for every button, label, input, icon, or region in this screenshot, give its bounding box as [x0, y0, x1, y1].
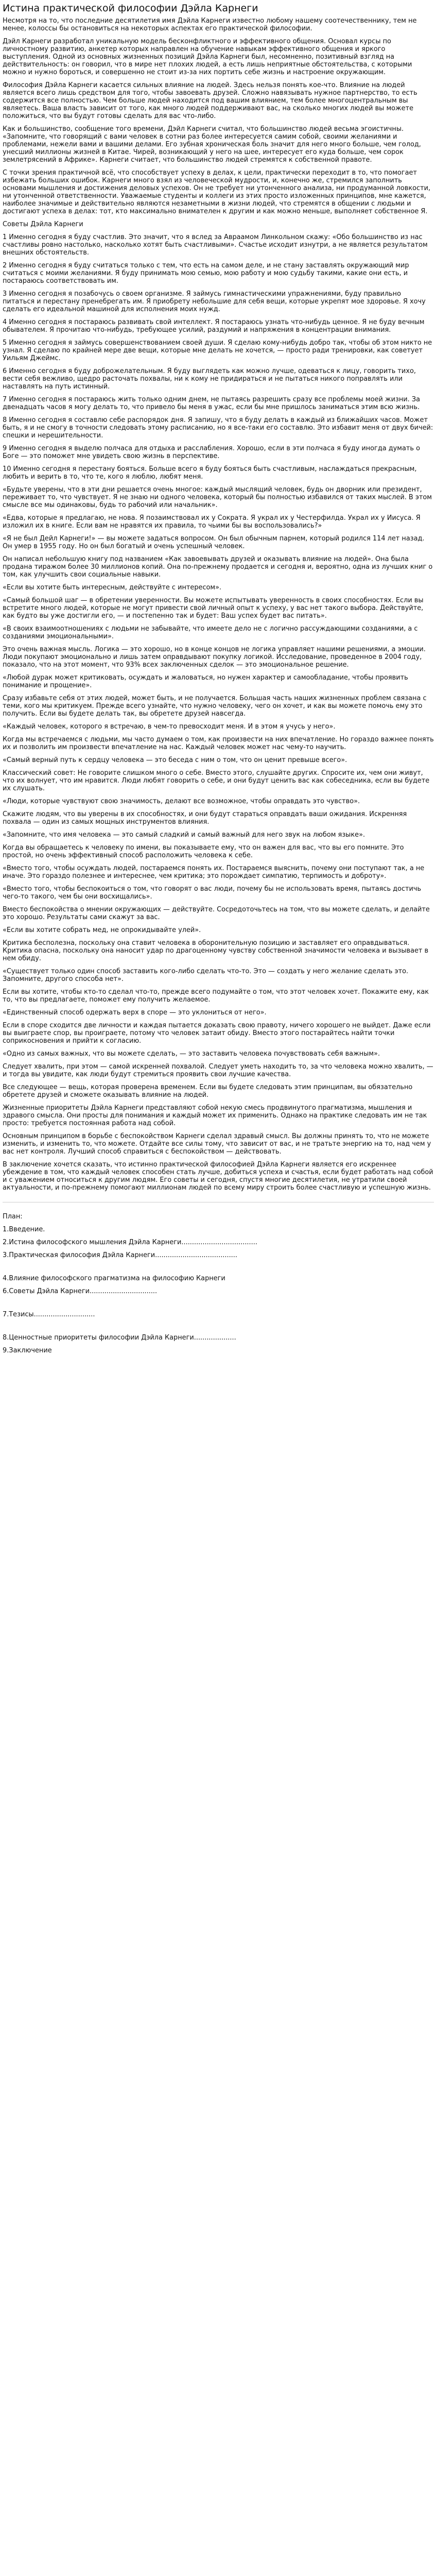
advice-paragraph: 1 Именно сегодня я буду счастлив. Это значит, что я вслед за Авраамом Линкольном скажу: «Обо большинство из нас счастливы ровно настолько, насколько хотят быть счастливыми». Счастье исходит изнутри, а не является результатом внешних обстоятельств. [3, 233, 428, 257]
conclusion-paragraph: В заключение хочется сказать, что истинно практической философией Дэйла Карнеги является его искреннее убеждение в том, что каждый человек способен стать лучше, добиться успеха и счастья, если будет работать над собой и с уважением относиться к другим людям. Его советы и сегодня, спустя многие десятилетия, не утратили своей актуальности, и по-прежнему помогают миллионам людей по всему миру строить более счастливую и успешную жизнь. [3, 1161, 433, 1192]
toc-list [3, 1226, 434, 1354]
advice-paragraph: «Будьте уверены, что в эти дни решается очень многое: каждый мыслящий человек, будь он дворник или президент, переживает то, что чувствует. Я не знаю ни одного человека, который бы полностью избавился от таких мыслей. В этом смысле все мы одинаковы, будь то рабочий или начальник». [3, 486, 432, 509]
advice-paragraph: 6 Именно сегодня я буду доброжелательным. Я буду выглядеть как можно лучше, одеваться к лицу, говорить тихо, вести себя вежливо, щедро расточать похвалы, ни к кому не придираться и не пытаться никого поправлять или наставлять на путь истинный. [3, 367, 416, 391]
conclusion-section [3, 1104, 434, 1192]
advice-section [3, 233, 434, 1099]
advice-paragraph: «Единственный способ одержать верх в споре — это уклониться от него». [3, 1009, 267, 1016]
advice-paragraph: «Запомните, что имя человека — это самый сладкий и самый важный для него звук на любом языке». [3, 831, 365, 839]
advice-paragraph: Вместо беспокойства о мнении окружающих — действуйте. Сосредоточьтесь на том, что вы можете сделать, и делайте это хорошо. Результаты сами скажут за вас. [3, 906, 430, 921]
advice-paragraph: «Если вы хотите собрать мед, не опрокидывайте улей». [3, 926, 201, 934]
advice-paragraph: «Одно из самых важных, что вы можете сделать, — это заставить человека почувствовать себя важным». [3, 1050, 380, 1058]
intro-paragraph: Как и большинство, сообщение того времени, Дэйл Карнеги считал, что большинство людей весьма эгоистичны. «Запомните, что говорящий с вами человек в сотни раз более интересуется самим собой, своими желаниями и проблемами, нежели вами и вашими делами. Его зубная хроническая боль значит для него много больше, чем голод, унесший миллионы жизней в Китае. Чирей, возникающий у него на шее, интересует его куда больше, чем сорок землетрясений в Африке». Карнеги считает, что большинство людей стремятся к собственной правоте. [3, 125, 421, 164]
advice-paragraph: 2 Именно сегодня я буду считаться только с тем, что есть на самом деле, и не стану заставлять окружающий мир считаться с моими желаниями. Я буду принимать мою семью, мою работу и мою судьбу такими, какие они есть, и постараюсь соответствовать им. [3, 262, 409, 285]
advice-paragraph: «Если вы хотите быть интересным, действуйте с интересом». [3, 584, 222, 591]
advice-paragraph: 3 Именно сегодня я позабочусь о своем организме. Я займусь гимнастическими упражнениями, буду правильно питаться и перестану пренебрегать им. Я приобрету небольшие для себя вещи, которые укрепят мое здоровье. Я хочу сделать его идеальной машиной для исполнения моих нужд. [3, 290, 426, 313]
advice-paragraph: «Существует только один способ заставить кого-либо сделать что-то. Это — создать у него желание сделать это. Запомните, другого способа нет». [3, 968, 409, 983]
advice-paragraph: 7 Именно сегодня я постараюсь жить только одним днем, не пытаясь разрешить сразу все проблемы моей жизни. За двенадцать часов я могу делать то, что привело бы меня в ужас, если бы мне пришлось заниматься этим всю жизнь. [3, 396, 421, 411]
intro-section [3, 17, 434, 215]
advice-paragraph: Следует хвалить, при этом — самой искренней похвалой. Следует уметь находить то, за что человека можно хвалить, — и тогда вы увидите, как люди будут стремиться проявить свои лучшие качества. [3, 1063, 433, 1078]
advice-paragraph: «Едва, которые я предлагаю, не нова. Я позаимствовал их у Сократа. Я украл их у Честерфилда. Украл их у Иисуса. Я изложил их в книге. Если вам не нравятся их правила, то чьими бы вы воспользовались?» [3, 514, 421, 530]
toc-item: 8.Ценностные приоритеты философии Дэйла Карнеги.................... [3, 1334, 236, 1342]
toc-item: 9.Заключение [3, 1347, 52, 1354]
toc-item: 3.Практическая философия Дэйла Карнеги....................................... [3, 1251, 237, 1259]
toc-item: 1.Введение. [3, 1226, 45, 1233]
intro-paragraph: Несмотря на то, что последние десятилетия имя Дэйла Карнеги известно любому нашему соотечественнику, тем не менее, колоссы бы остановиться на некоторых аспектах его практической философии. [3, 17, 417, 32]
advice-paragraph: Он написал небольшую книгу под названием «Как завоевывать друзей и оказывать влияние на людей». Она была продана тиражом более 30 миллионов копий. Она по-прежнему продается и сегодня и, вероятно, одна из лучших книг о том, как улучшить свои социальные навыки. [3, 555, 433, 579]
advice-paragraph: 9 Именно сегодня я выделю полчаса для отдыха и расслабления. Хорошо, если в эти полчаса я буду иногда думать о Боге — это поможет мне увидеть свою жизнь в перспективе. [3, 445, 420, 460]
advice-paragraph: Скажите людям, что вы уверены в их способностях, и они будут стараться оправдать ваши ожидания. Искренняя похвала — один из самых мощных инструментов влияния. [3, 810, 407, 826]
advice-paragraph: «Я не был Дейл Карнеги!» — вы можете задаться вопросом. Он был обычным парнем, который родился 114 лет назад. Он умер в 1955 году. Но он был богатый и очень успешный человек. [3, 535, 425, 550]
advice-paragraph: «Самый верный путь к сердцу человека — это беседа с ним о том, что он ценит превыше всего». [3, 756, 347, 764]
advice-paragraph: Критика бесполезна, поскольку она ставит человека в оборонительную позицию и заставляет его оправдываться. Критика опасна, поскольку она наносит удар по драгоценному чувству собственной значимости человека и вызывает в нем обиду. [3, 939, 429, 962]
toc-item: 6.Советы Дэйла Карнеги................................ [3, 1287, 158, 1295]
advice-paragraph: 4 Именно сегодня я постараюсь развивать свой интеллект. Я постараюсь узнать что-нибудь ценное. Я не буду вечным обывателем. Я прочитаю что-нибудь, требующее усилий, раздумий и напряжения в концентрации внимания. [3, 318, 425, 334]
advice-paragraph: «Каждый человек, которого я встречаю, в чем-то превосходит меня. И в этом я учусь у него». [3, 723, 336, 731]
toc-item: 2.Истина философского мышления Дэйла Карнеги.................................... [3, 1239, 257, 1246]
advice-paragraph: Когда вы обращаетесь к человеку по имени, вы показываете ему, что он важен для вас, что вы его помните. Это простой, но очень эффективный способ расположить человека к себе. [3, 844, 404, 859]
advice-paragraph: Если в споре сходится две личности и каждая пытается доказать свою правоту, ничего хорошего не выйдет. Даже если вы выиграете спор, вы проиграете, потому что человек затаит обиду. Вместо этого постарайтесь найти точки соприкосновения и прийти к согласию. [3, 1022, 431, 1045]
advice-heading: Советы Дэйла Карнеги [3, 221, 83, 228]
conclusion-paragraph: Жизненные приоритеты Дэйла Карнеги представляют собой некую смесь продвинутого прагматизма, мышления и здравого смысла. Они просты для понимания и каждый может их применить. Однако на практике следовать им не так просто: требуется постоянная работа над собой. [3, 1104, 427, 1127]
advice-paragraph: «Любой дурак может критиковать, осуждать и жаловаться, но нужен характер и самообладание, чтобы проявить понимание и прощение». [3, 674, 408, 689]
intro-paragraph: Дэйл Карнеги разработал уникальную модель бесконфликтного и эффективного общения. Основал курсы по личностному развитию, анкетер которых направлен на обучение навыкам эффективного общения и яркого выступления. Одной из основных жизненных позиций Дэйла Карнеги был, несомненно, позитивный взгляд на действительность: он говорил, что в мире нет плохих людей, а есть лишь неприятные обстоятельства, с которыми можно и нужно бороться, и совершенно не стоит из-за них портить себе жизнь и настроение окружающим. [3, 38, 412, 76]
intro-paragraph: Философия Дэйла Карнеги касается сильных влияние на людей. Здесь нельзя понять кое-что. Влияние на людей является всего лишь средством для того, чтобы завоевать друзей. Сложно навязывать нужное партнерство, то есть содержится все полностью. Чем больше людей находится под вашим влиянием, тем более многоцентральным вы являетесь. Ваша власть зависит от того, как много людей поддерживают вас, на сколько многих людей вы можете положиться, что вы будут готовы сделать для вас что-либо. [3, 81, 417, 120]
advice-paragraph: 5 Именно сегодня я займусь совершенствованием своей души. Я сделаю кому-нибудь добро так, чтобы об этом никто не узнал. Я сделаю по крайней мере две вещи, которые мне делать не хочется, — просто ради тренировки, как советует Уильям Джеймс. [3, 339, 432, 362]
advice-paragraph: Сразу избавьте себя от этих людей, может быть, и не получается. Большая часть наших жизненных проблем связана с теми, кого мы критикуем. Прежде всего узнайте, что нужно человеку, чего он хочет, и как вы можете помочь ему это получить. Если вы будете делать так, вы обретете друзей навсегда. [3, 694, 427, 718]
advice-paragraph: «Самый большой шаг — в обретении уверенности. Вы можете испытывать уверенность в своих способностях. Если вы встретите много людей, которые не могут привести свой личный опыт к успеху, у вас нет такого выбора. Действуйте, как будто вы уже достигли его, — и постепенно так и будет: Ваш успех будет вас питать». [3, 597, 424, 620]
table-of-contents [3, 1213, 434, 1354]
advice-paragraph: Когда мы встречаемся с людьми, мы часто думаем о том, как произвести на них впечатление. Но гораздо важнее понять их и позволить им произвести впечатление на нас. Каждый человек может нас чему-то научить. [3, 736, 434, 751]
advice-paragraph: Классический совет: Не говорите слишком много о себе. Вместо этого, слушайте других. Спросите их, чем они живут, что их волнует, что им нравится. Люди любят говорить о себе, и они будут ценить вас как собеседника, если вы будете их слушать. [3, 769, 430, 792]
toc-item: 7.Тезисы............................. [3, 1311, 95, 1318]
article-body [3, 17, 434, 1192]
conclusion-paragraph: Основным принципом в борьбе с беспокойством Карнеги сделал здравый смысл. Вы должны принять то, что не можете изменить, и изменить то, что можете. Отдайте все силы тому, что зависит от вас, и не тратьте энергию на то, над чем у вас нет контроля. Лучший способ справиться с беспокойством — действовать. [3, 1132, 431, 1156]
advice-paragraph: 10 Именно сегодня я перестану бояться. Больше всего я буду бояться быть счастливым, наслаждаться прекрасным, любить и верить в то, что те, кого я люблю, любят меня. [3, 465, 417, 481]
advice-paragraph: Если вы хотите, чтобы кто-то сделал что-то, прежде всего подумайте о том, что этот человек хочет. Покажите ему, как то, что вы предлагаете, поможет ему получить желаемое. [3, 988, 429, 1004]
advice-paragraph: «Люди, которые чувствуют свою значимость, делают все возможное, чтобы оправдать это чувство». [3, 798, 360, 805]
advice-paragraph: «Вместо того, чтобы беспокоиться о том, что говорят о вас люди, почему бы не использовать время, пытаясь достичь чего-то такого, чем бы они восхищались». [3, 885, 422, 901]
advice-paragraph: 8 Именно сегодня я составлю себе распорядок дня. Я запишу, что я буду делать в каждый из ближайших часов. Может быть, я и не смогу в точности следовать этому расписанию, но я все-таки его составлю. Это избавит меня от двух бичей: спешки и нерешительности. [3, 416, 433, 439]
advice-paragraph: «В своих взаимоотношениях с людьми не забывайте, что имеете дело не с логично рассуждающими созданиями, а с созданиями эмоциональными». [3, 625, 418, 640]
advice-paragraph: «Вместо того, чтобы осуждать людей, постараемся понять их. Постараемся выяснить, почему они поступают так, а не иначе. Это гораздо полезнее и интереснее, чем критика; это порождает симпатию, терпимость и доброту». [3, 865, 425, 880]
advice-paragraph: Это очень важная мысль. Логика — это хорошо, но в конце концов не логика управляет нашими решениями, а эмоции. Люди покупают эмоционально и лишь затем оправдывают покупку логикой. Исследование, проведенное в 2004 году, показало, что на этот момент, что 93% всех заключенных сделок — это эмоциональное решение. [3, 646, 426, 669]
page-title: Истина практической философии Дэйла Карнеги [3, 3, 258, 14]
advice-paragraph: Все следующее — вещь, которая проверена временем. Если вы будете следовать этим принципам, вы обязательно обретете друзей и сможете оказывать влияние на людей. [3, 1083, 413, 1099]
toc-item: 4.Влияние философского прагматизма на философию Карнеги [3, 1275, 225, 1282]
toc-heading: План: [3, 1213, 23, 1221]
intro-paragraph: С точки зрения практичной всё, что способствует успеху в делах, к цели, практически переходит в то, что помогает избежать больших ошибок. Карнеги много взял из человеческой мудрости, и, конечно же, стремился заполнить основами мышления и достижения деловых успехов. Он не требует ни утонченного анализа, ни продуманной ловкости, ни утонченной ответственности. Уважаемые студенты и коллеги из этих просто изложенных принципов, мне кажется, наиболее значимые и действительно являются незаметными в жизни людей, что стремятся в общении с людьми и достигают успеха в делах: тот, кто максимально внимателен к другим и как можно меньше, выполняет собственное Я. [3, 169, 431, 215]
